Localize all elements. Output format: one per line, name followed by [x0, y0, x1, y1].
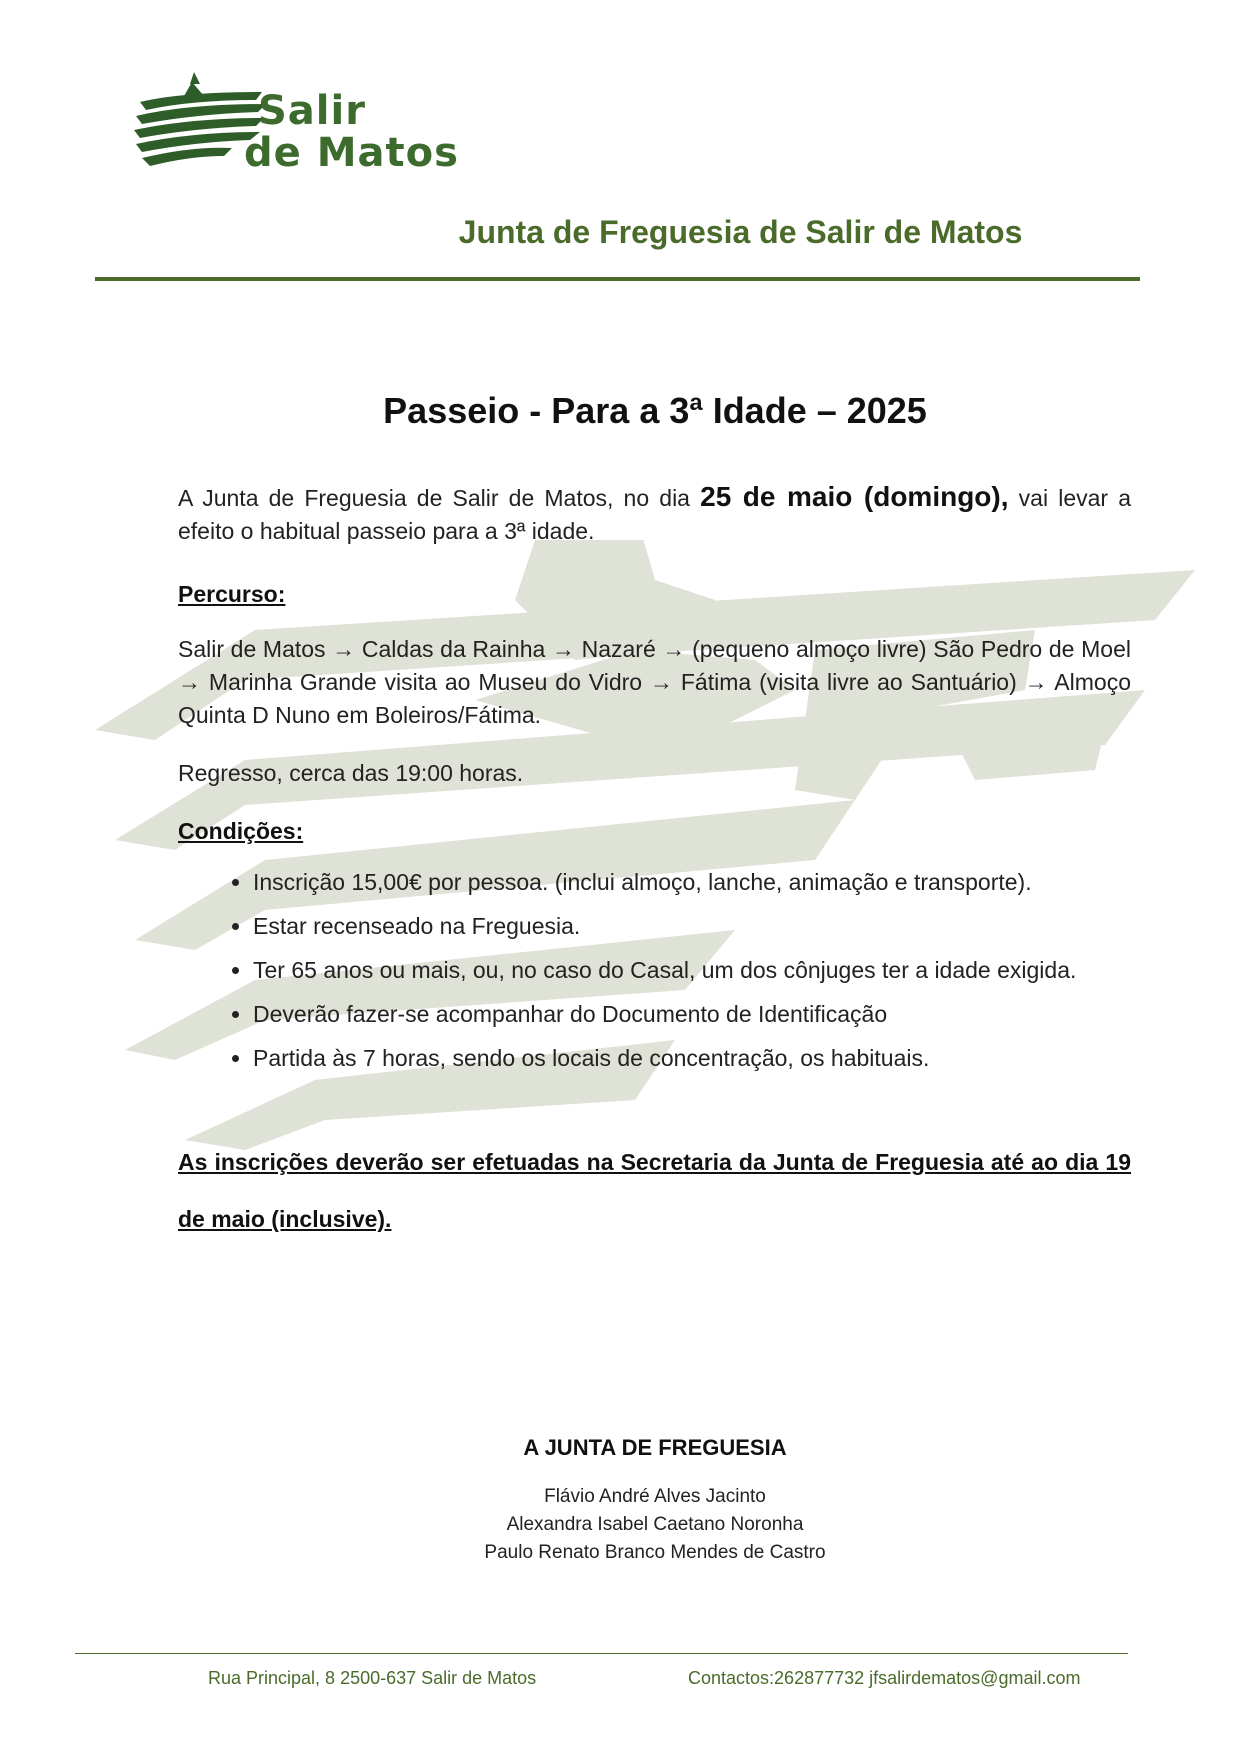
salir-de-matos-logo [140, 70, 459, 190]
route-paragraph: Salir de Matos → Caldas da Rainha → Nazaré → (pequeno almoço livre) São Pedro de Moel → Marinha Grande visita ao Museu do Vidro → Fátima (visita livre ao Santuário) → Almoço Quinta D Nuno em Boleiros/Fátima. [178, 636, 1131, 728]
logo-text-line1: Salir [258, 88, 366, 134]
event-date: 25 de maio (domingo), [700, 481, 1009, 512]
signer-name: Paulo Renato Branco Mendes de Castro [484, 1542, 826, 1563]
footer-contacts: Contactos:262877732 jfsalirdematos@gmail.com [688, 1668, 1081, 1688]
document-body [178, 480, 1131, 1248]
intro-paragraph [178, 480, 1131, 548]
conditions-heading: Condições: [178, 818, 304, 844]
organization-title: Junta de Freguesia de Salir de Matos [458, 214, 1023, 250]
condition-item: • Deverão fazer-se acompanhar do Documento de Identificação [253, 992, 1131, 1036]
intro-text-end: vai levar a efeito o habitual passeio para a 3ª idade. [178, 485, 1132, 544]
condition-item: • Partida às 7 horas, sendo os locais de concentração, os habituais. [253, 1036, 1131, 1080]
condition-item: • Estar recenseado na Freguesia. [253, 904, 1131, 948]
header-divider [95, 277, 1140, 281]
route-heading: Percurso: [178, 581, 286, 607]
document-title: Passeio - Para a 3ª Idade – 2025 [383, 390, 927, 431]
intro-text-start: A Junta de Freguesia de Salir de Matos, no dia [178, 485, 701, 511]
footer-address: Rua Principal, 8 2500-637 Salir de Matos [208, 1668, 537, 1688]
logo-text-line2: de Matos [244, 130, 459, 176]
signer-name: Alexandra Isabel Caetano Noronha [506, 1514, 804, 1535]
condition-item: • Inscrição 15,00€ por pessoa. (inclui almoço, lanche, animação e transporte). [253, 860, 1131, 904]
condition-item: • Ter 65 anos ou mais, ou, no caso do Casal, um dos cônjuges ter a idade exigida. [253, 948, 1131, 992]
signature-title: A JUNTA DE FREGUESIA [523, 1435, 787, 1460]
signer-name: Flávio André Alves Jacinto [544, 1486, 766, 1507]
footer-divider [75, 1653, 1128, 1654]
return-paragraph: Regresso, cerca das 19:00 horas. [178, 760, 524, 786]
conditions-list [178, 860, 1131, 1080]
signature-block [0, 1435, 1241, 1567]
registration-deadline: As inscrições deverão ser efetuadas na Secretaria da Junta de Freguesia até ao dia 19 de maio (inclusive). [178, 1149, 1131, 1232]
